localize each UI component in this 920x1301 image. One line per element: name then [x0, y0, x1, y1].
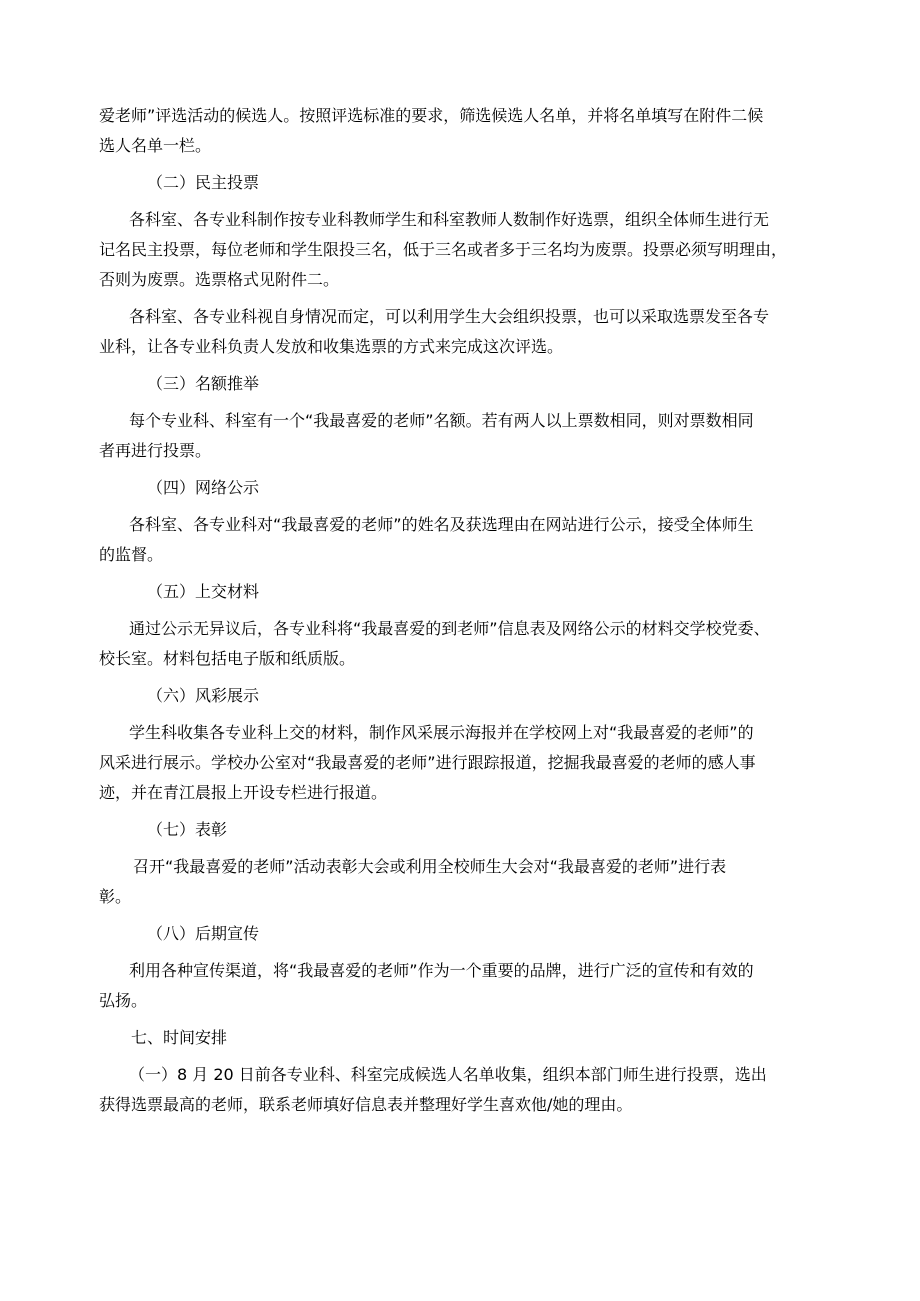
subheading-democratic-vote: （二）民主投票 — [147, 173, 260, 192]
text-line: 彰。 — [99, 887, 132, 906]
paragraph — [99, 302, 829, 362]
subheading-later-promotion: （八）后期宣传 — [147, 924, 260, 943]
text-line: 业科，让各专业科负责人发放和收集选票的方式来完成这次评选。 — [99, 337, 564, 356]
paragraph — [99, 205, 829, 295]
text-line: 通过公示无异议后，各专业科将“我最喜爱的到老师”信息表及网络公示的材料交学校党委、 — [129, 619, 770, 638]
text-line: 校长室。材料包括电子版和纸质版。 — [99, 649, 356, 668]
section-title-schedule: 七、时间安排 — [131, 1028, 228, 1047]
text-line: 的监督。 — [99, 545, 164, 564]
subheading-submit-materials: （五）上交材料 — [147, 582, 260, 601]
paragraph — [99, 956, 829, 1016]
document-body — [99, 101, 829, 1127]
paragraph — [99, 852, 829, 912]
text-line: 风采进行展示。学校办公室对“我最喜爱的老师”进行跟踪报道，挖掘我最喜爱的老师的感人事 — [99, 753, 756, 772]
text-line: （一）8 月 20 日前各专业科、科室完成候选人名单收集，组织本部门师生进行投票，选出 — [129, 1065, 767, 1084]
text-line: 学生科收集各专业科上交的材料，制作风采展示海报并在学校网上对“我最喜爱的老师”的 — [129, 723, 754, 742]
paragraph — [99, 510, 829, 570]
text-line: 迹，并在青江晨报上开设专栏进行报道。 — [99, 783, 388, 802]
paragraph — [99, 1060, 829, 1120]
subheading-quota-nomination: （三）名额推举 — [147, 374, 260, 393]
subheading-online-publicity: （四）网络公示 — [147, 478, 260, 497]
paragraph — [99, 718, 829, 808]
text-line: 各科室、各专业科制作按专业科教师学生和科室教师人数制作好选票，组织全体师生进行无 — [129, 210, 770, 229]
text-line: 弘扬。 — [99, 991, 148, 1010]
text-line: 各科室、各专业科视自身情况而定，可以利用学生大会组织投票，也可以采取选票发至各专 — [129, 307, 770, 326]
paragraph — [99, 406, 829, 466]
text-line: 获得选票最高的老师，联系老师填好信息表并整理好学生喜欢他/她的理由。 — [99, 1095, 633, 1114]
paragraph — [99, 614, 829, 674]
text-line: 召开“我最喜爱的老师”活动表彰大会或利用全校师生大会对“我最喜爱的老师”进行表 — [133, 857, 727, 876]
subheading-showcase: （六）风彩展示 — [147, 686, 260, 705]
text-line: 各科室、各专业科对“我最喜爱的老师”的姓名及获选理由在网站进行公示，接受全体师生 — [129, 515, 754, 534]
text-line: 每个专业科、科室有一个“我最喜爱的老师”名额。若有两人以上票数相同，则对票数相同 — [129, 411, 754, 430]
text-line: 选人名单一栏。 — [99, 136, 212, 155]
text-line: 记名民主投票，每位老师和学生限投三名，低于三名或者多于三名均为废票。投票必须写明理由， — [99, 240, 788, 259]
paragraph — [99, 101, 829, 161]
text-line: 否则为废票。选票格式见附件二。 — [99, 270, 340, 289]
text-line: 利用各种宣传渠道，将“我最喜爱的老师”作为一个重要的品牌，进行广泛的宣传和有效的 — [129, 961, 754, 980]
text-line: 爱老师”评选活动的候选人。按照评选标准的要求，筛选候选人名单，并将名单填写在附件二候 — [99, 106, 764, 125]
text-line: 者再进行投票。 — [99, 441, 212, 460]
subheading-commendation: （七）表彰 — [147, 820, 228, 839]
